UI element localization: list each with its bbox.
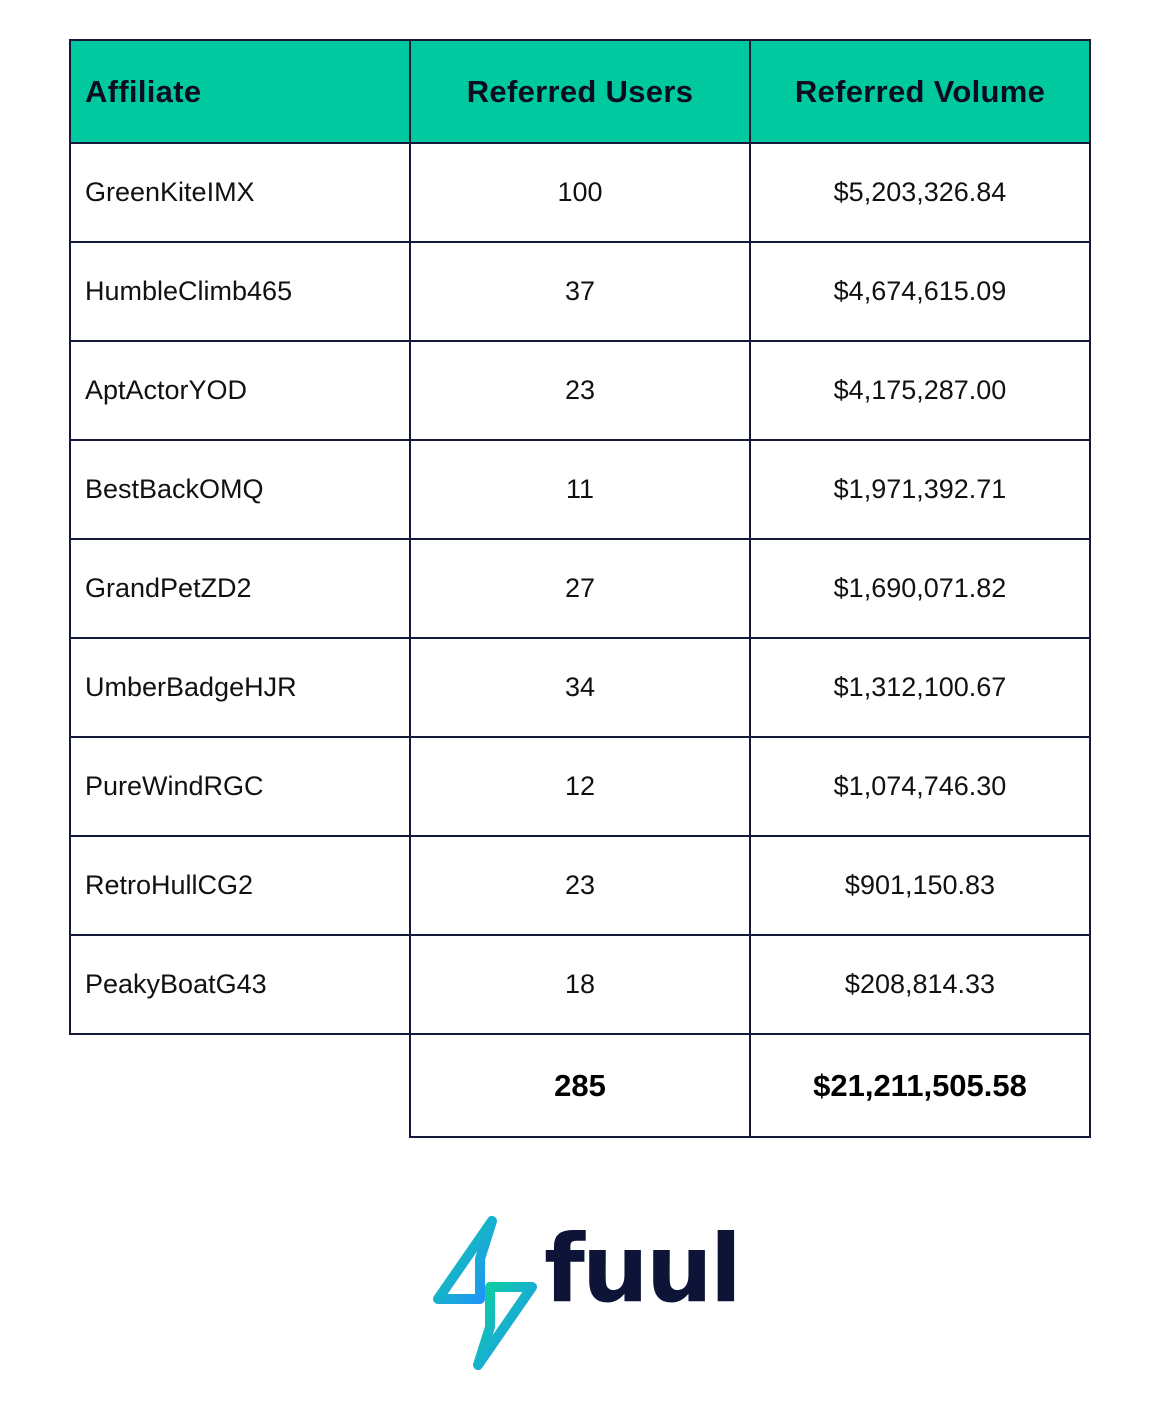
affiliate-table-container [69, 39, 1089, 1138]
affiliate-cell: UmberBadgeHJR [70, 638, 410, 737]
table-row [70, 440, 1090, 539]
affiliate-cell: HumbleClimb465 [70, 242, 410, 341]
volume-cell: $1,971,392.71 [750, 440, 1090, 539]
table-row [70, 242, 1090, 341]
users-cell: 12 [410, 737, 750, 836]
affiliate-cell: PeakyBoatG43 [70, 935, 410, 1034]
header-affiliate: Affiliate [70, 40, 410, 143]
users-cell: 100 [410, 143, 750, 242]
affiliate-cell: RetroHullCG2 [70, 836, 410, 935]
affiliate-cell: AptActorYOD [70, 341, 410, 440]
table-row [70, 935, 1090, 1034]
table-row [70, 539, 1090, 638]
header-referred-volume: Referred Volume [750, 40, 1090, 143]
total-users: 285 [410, 1034, 750, 1137]
affiliate-cell: GrandPetZD2 [70, 539, 410, 638]
users-cell: 23 [410, 341, 750, 440]
table-row [70, 341, 1090, 440]
logo-wordmark: fuul [544, 1215, 739, 1324]
volume-cell: $1,312,100.67 [750, 638, 1090, 737]
table-row [70, 638, 1090, 737]
volume-cell: $901,150.83 [750, 836, 1090, 935]
fuul-logo [430, 1215, 739, 1375]
header-referred-users: Referred Users [410, 40, 750, 143]
volume-cell: $208,814.33 [750, 935, 1090, 1034]
volume-cell: $1,690,071.82 [750, 539, 1090, 638]
total-volume: $21,211,505.58 [750, 1034, 1090, 1137]
users-cell: 18 [410, 935, 750, 1034]
users-cell: 23 [410, 836, 750, 935]
table-row [70, 836, 1090, 935]
users-cell: 34 [410, 638, 750, 737]
table-row [70, 737, 1090, 836]
table-header-row [70, 40, 1090, 143]
users-cell: 11 [410, 440, 750, 539]
totals-row [70, 1034, 1090, 1137]
users-cell: 27 [410, 539, 750, 638]
volume-cell: $4,674,615.09 [750, 242, 1090, 341]
affiliate-cell: BestBackOMQ [70, 440, 410, 539]
lightning-bolt-logo-icon [430, 1215, 540, 1373]
affiliate-cell: GreenKiteIMX [70, 143, 410, 242]
volume-cell: $4,175,287.00 [750, 341, 1090, 440]
totals-blank-cell [70, 1034, 410, 1137]
affiliate-cell: PureWindRGC [70, 737, 410, 836]
affiliate-table [69, 39, 1091, 1138]
users-cell: 37 [410, 242, 750, 341]
table-row [70, 143, 1090, 242]
volume-cell: $5,203,326.84 [750, 143, 1090, 242]
volume-cell: $1,074,746.30 [750, 737, 1090, 836]
